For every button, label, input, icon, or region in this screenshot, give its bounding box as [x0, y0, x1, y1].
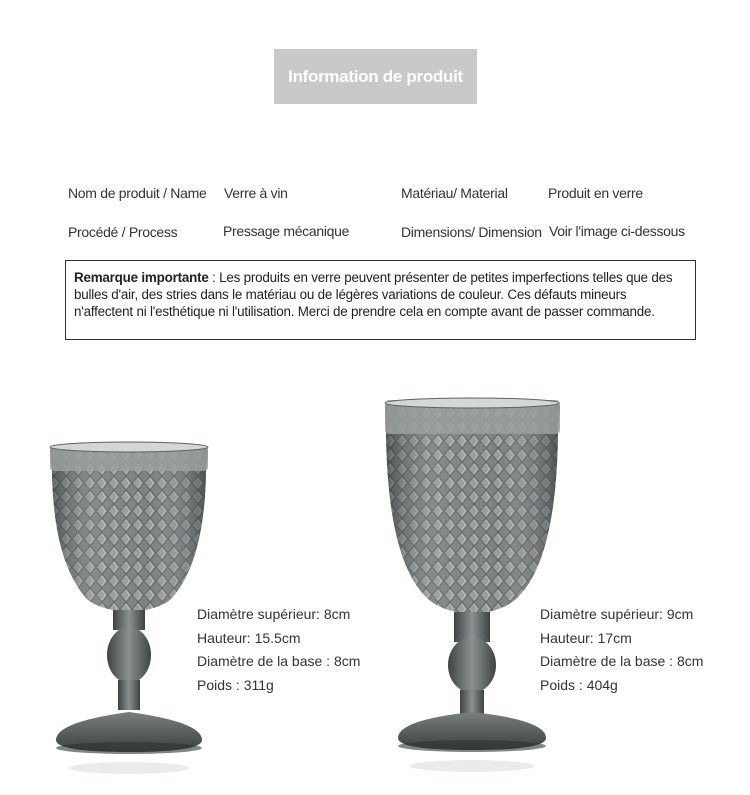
small-base-diameter: Diamètre de la base : 8cm	[197, 653, 361, 669]
small-weight: Poids : 311g	[197, 676, 274, 693]
small-top-diameter: Diamètre supérieur: 8cm	[197, 606, 351, 622]
section-title: Information de produit	[288, 66, 463, 86]
dimensions-value: Voir l'image ci-dessous	[549, 223, 685, 239]
material-label: Matériau/ Material	[401, 185, 508, 201]
name-value: Verre à vin	[224, 185, 288, 201]
process-value: Pressage mécanique	[223, 223, 350, 239]
material-value: Produit en verre	[548, 185, 643, 201]
small-wine-glass	[50, 442, 208, 774]
large-weight: Poids : 404g	[540, 676, 618, 693]
dimensions-label: Dimensions/ Dimension	[401, 224, 542, 240]
small-glass-dimensions	[197, 603, 360, 697]
small-height: Hauteur: 15.5cm	[197, 629, 301, 646]
process-label: Procédé / Process	[68, 224, 178, 240]
large-top-diameter: Diamètre supérieur: 9cm	[540, 606, 694, 622]
large-glass-dimensions	[540, 603, 703, 697]
name-label: Nom de produit / Name	[68, 185, 207, 201]
large-height: Hauteur: 17cm	[540, 629, 632, 646]
large-base-diameter: Diamètre de la base : 8cm	[540, 653, 704, 669]
remark-title: Remarque importante	[74, 270, 209, 285]
remark-text: : Les produits en verre peuvent présenter de petites imperfections telles que des bulles d'air, des stries dans le matériau ou de légères variations de couleur. Ces défauts mineurs n'affectent ni l'esthétique ni l'utilisation. Merci de prendre cela en compte avant de passer commande.	[74, 270, 673, 319]
large-wine-glass	[385, 398, 560, 772]
